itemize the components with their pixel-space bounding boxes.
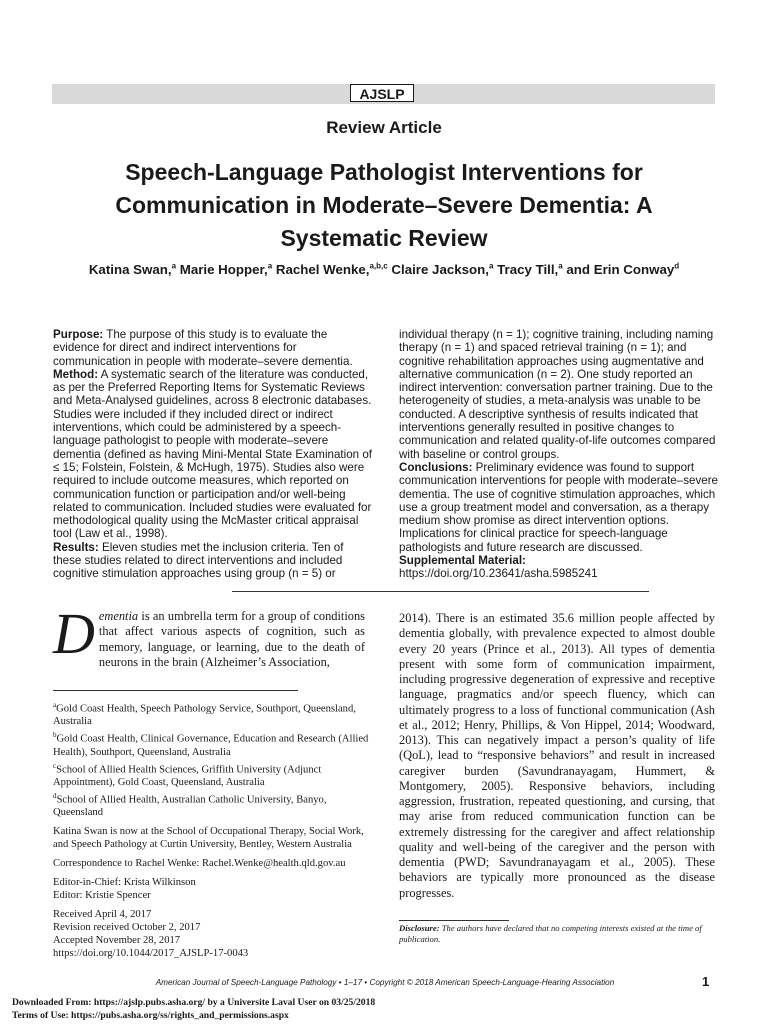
supplemental-link[interactable]: https://doi.org/10.23641/asha.5985241 <box>399 567 598 581</box>
affiliations <box>53 699 371 820</box>
download-source-line: Downloaded From: https://ajslp.pubs.asha.org/ by a Universite Laval User on 03/25/2018 <box>12 997 376 1008</box>
abstract-right-column <box>399 328 721 581</box>
author: and Erin Conway$^d$ <box>566 262 680 278</box>
journal-badge: AJSLP <box>350 84 414 102</box>
affiliation: $^c$School of Allied Health Sciences, Griffith University (Adjunct Appointment), Gold Coast, Queensland, Australia <box>53 761 322 789</box>
disclosure-note: Disclosure: The authors have declared that no competing interests existed at the time of publication. <box>399 923 702 944</box>
drop-cap: D <box>53 601 95 666</box>
editor: Editor: Kristie Spencer <box>53 890 151 901</box>
author: Claire Jackson,$^a$ <box>391 262 494 278</box>
footnotes <box>53 699 371 961</box>
body-text-left: Dementia is an umbrella term for a group of conditions that affect various aspects of cognition, such as memory, language, or learning, due to the death of neurons in the brain (Alzheimer’s Association, <box>53 601 365 669</box>
affiliation: $^b$Gold Coast Health, Clinical Governance, Education and Research (Allied Health), Southport, Queensland, Australia <box>53 731 369 758</box>
page-number: 1 <box>702 974 710 989</box>
correspondence-note: Correspondence to Rachel Wenke: Rachel.Wenke@health.qld.gov.au <box>53 858 346 870</box>
article-doi-link[interactable]: https://doi.org/10.1044/2017_AJSLP-17-0043 <box>53 947 249 959</box>
author: Tracy Till,$^a$ <box>497 262 563 278</box>
article-title: Speech-Language Pathologist Interventions for Communication in Moderate–Severe Dementia: A Systematic Review <box>115 159 653 251</box>
running-footer: American Journal of Speech-Language Pathology • 1–17 • Copyright © 2018 American Speech-Language-Hearing Association <box>155 978 615 987</box>
abstract-method: Method: A systematic search of the literature was conducted, as per the Preferred Reporting Items for Systematic Reviews and Meta-Analysed guidelines, across 8 electronic databases. Studies were included if they included direct or indirect interventions, which could be administered by a speech-language pathologist to people with moderate–severe dementia (defined as having Mini-Mental State Examination of ≤ 15; Folstein, Folstein, & McHugh, 1975). Studies also were required to include outcome measures, which reported on communication function or participation and/or well-being related to communication. Included studies were evaluated for methodological quality using the McMaster critical appraisal tool (Law et al., 1998). <box>53 367 373 541</box>
abstract-supplemental: Supplemental Material: https://doi.org/10.23641/asha.5985241 <box>399 554 598 581</box>
accepted-date: Accepted November 28, 2017 <box>53 934 181 946</box>
disclosure-rule <box>399 920 509 921</box>
article-type: Review Article <box>326 118 442 137</box>
author-list <box>30 262 738 277</box>
section-divider <box>232 591 649 592</box>
body-text-right: 2014). There is an estimated 35.6 million people affected by dementia globally, with prevalence expected to almost double every 20 years (Prince et al., 2013). All types of dementia present with some form of communication impairment, including progressive degeneration of expressive and receptive language, pragmatics and/or speech fluency, which can ultimately progress to a loss of functional communication (Ash et al., 2012; Henry, Phillips, & Von Hippel, 2014; Woodward, 2013). This can negatively impact a person’s quality of life (QoL), lead to “responsive behaviors” and result in increased caregiver burden (Savundranayagam, Hummert, & Montgomery, 2005). Responsive behaviors, including aggression, frustration, repeated questioning, and cursing, that may arise from reduced communication function can be extremely distressing for the caregiver and affect relationship quality and well-being of the caregiver and the person with dementia (PWD; Savundranayagam et al., 2005). These behaviors are typically more pronounced as the disease progresses. <box>399 611 715 900</box>
affiliation: $^d$School of Allied Health, Australian Catholic University, Banyo, Queensland <box>53 792 327 819</box>
author: Katina Swan,$^a$ <box>88 262 177 278</box>
author: Marie Hopper,$^a$ <box>179 262 273 278</box>
abstract-conclusions: Conclusions: Preliminary evidence was found to support communication interventions for people with moderate–severe dementia. The use of cognitive stimulation approaches, which use a group treatment model and conversation, as a therapy medium show promise as direct intervention options. Implications for clinical practice for speech-language pathologists and future research are discussed. <box>399 460 718 554</box>
author: Rachel Wenke,$^{a,b,c}$ <box>275 262 388 278</box>
editor-in-chief: Editor-in-Chief: Krista Wilkinson <box>53 877 196 889</box>
terms-of-use-line[interactable]: Terms of Use: https://pubs.asha.org/ss/rights_and_permissions.aspx <box>12 1009 289 1021</box>
abstract-left-column <box>53 328 373 581</box>
affiliation: $^a$Gold Coast Health, Speech Pathology Service, Southport, Queensland, Australia <box>53 701 356 728</box>
current-address-note: Katina Swan is now at the School of Occupational Therapy, Social Work, and Speech Pathology at Curtin University, Bentley, Western Australia <box>53 826 364 851</box>
footnote-rule <box>53 690 298 691</box>
abstract-purpose: Purpose: The purpose of this study is to evaluate the evidence for direct and indirect interventions for communication in people with moderate–severe dementia. <box>53 328 353 368</box>
abstract-results-continued: individual therapy (n = 1); cognitive training, including naming therapy (n = 1) and spaced retrieval training (n = 1); and cognitive rehabilitation approaches using augmentative and alternative communication (n = 2). One study reported an indirect intervention: conversation partner training. Due to the heterogeneity of studies, a meta-analysis was unable to be conducted. A descriptive synthesis of results indicated that interventions generally resulted in positive changes to communication and related quality-of-life outcomes compared with baseline or control groups. <box>399 328 716 461</box>
abstract-results: Results: Eleven studies met the inclusion criteria. Ten of these studies related to direct interventions and included cognitive stimulation approaches using group (n = 5) or <box>53 540 344 581</box>
download-info <box>12 997 752 1022</box>
revision-date: Revision received October 2, 2017 <box>53 921 201 933</box>
received-date: Received April 4, 2017 <box>53 908 152 920</box>
